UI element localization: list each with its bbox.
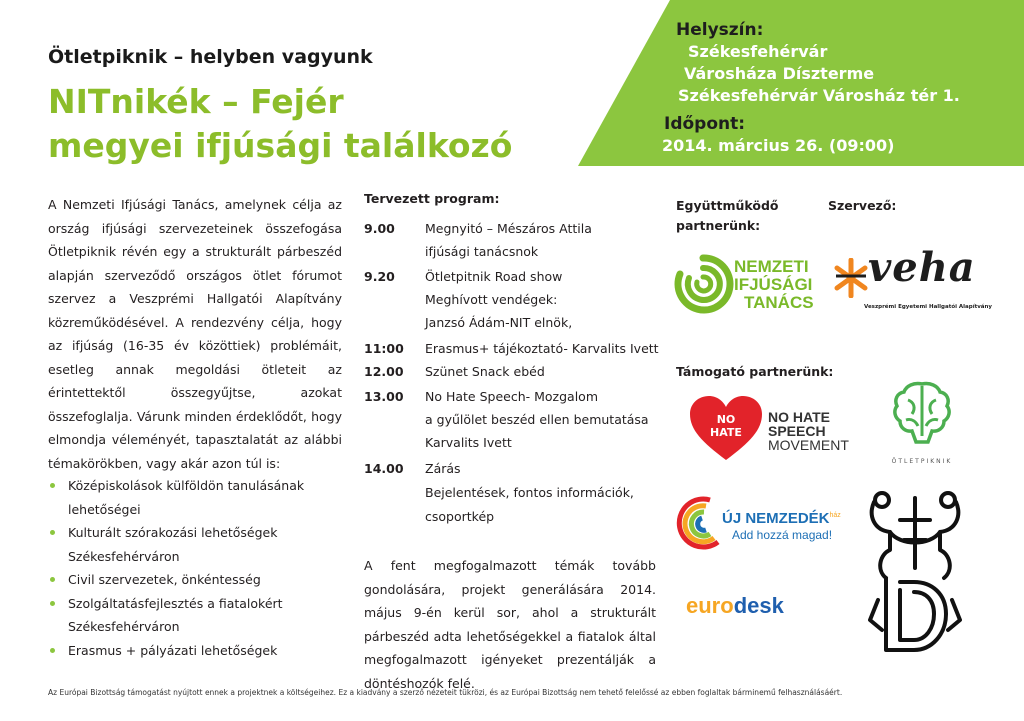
program-text: Erasmus+ tájékoztató- Karvalits Ivett xyxy=(425,341,659,356)
nohate-line-1: NO HATE xyxy=(768,409,830,425)
ujnemzedek-logo xyxy=(676,492,846,558)
ujnemzedek-slogan: Add hozzá magad! xyxy=(732,528,833,542)
topic-item: Szolgáltatásfejlesztés a fiatalokért Székesfehérváron xyxy=(48,592,348,639)
nohate-logo xyxy=(690,394,860,466)
program-text: Bejelentések, fontos információk, xyxy=(425,485,634,500)
program-time: 12.00 xyxy=(364,364,404,379)
veha-star-icon xyxy=(834,258,868,298)
ujnemzedek-sup: ház xyxy=(829,512,841,519)
city-crest-icon xyxy=(860,490,970,660)
venue-label: Helyszín: xyxy=(676,20,764,40)
nit-logo-line-3: TANÁCS xyxy=(744,293,814,312)
topic-item: Kulturált szórakozási lehetőségek Székesfehérváron xyxy=(48,521,348,568)
program-title: Tervezett program: xyxy=(364,191,500,206)
topic-item: Civil szervezetek, önkéntesség xyxy=(48,568,348,592)
page-subtitle: megyei ifjúsági találkozó xyxy=(48,126,513,165)
program-text: No Hate Speech- Mozgalom xyxy=(425,389,599,404)
program-text: a gyűlölet beszéd ellen bemutatása xyxy=(425,412,649,427)
footer-disclaimer: Az Európai Bizottság támogatást nyújtott ennek a projektnek a költségeihez. Ez a kiadvány a szerző nézeteit tükrözi, és az Európai Bizottság nem tehető felelőssé az ebben foglaltak bárminemű felhasználásáért. xyxy=(48,688,843,697)
intro-paragraph: A Nemzeti Ifjúsági Tanács, amelynek célja az ország ifjúsági szervezeteinek összefogása Ötletpiknik révén egy a strukturált párbeszéd alapján szerveződő országos ötlet fórumot szervez a Veszprémi Hallgatói Alapítvány közreműködésével. A rendezvény célja, hogy az ifjúság (16-35 év közöttiek) problémáit, esetleg annak megoldási ötleteit az érintettektől összegyűjtse, azokat összefoglalja. Várunk minden érdeklődőt, hogy elmondja véleményét, tapasztalatát az alábbi témakörökben, vagy akár azon túl is: xyxy=(48,197,342,471)
program-time: 9.00 xyxy=(364,221,395,236)
support-label: Támogató partnerünk: xyxy=(676,364,834,379)
program-time: 13.00 xyxy=(364,389,404,404)
topic-item: Erasmus + pályázati lehetőségek xyxy=(48,639,348,663)
nit-logo-line-2: IFJÚSÁGI xyxy=(734,275,813,294)
program-text: Zárás xyxy=(425,461,461,476)
otletpiknik-caption: ÖTLETPIKNIK xyxy=(891,458,953,465)
pre-title: Ötletpiknik – helyben vagyunk xyxy=(48,46,373,68)
program-text: ifjúsági tanácsnok xyxy=(425,244,539,259)
veha-logo xyxy=(834,242,993,322)
nit-logo-line-1: NEMZETI xyxy=(734,257,809,276)
date-value: 2014. március 26. (09:00) xyxy=(662,136,895,155)
coop-label: Együttműködő xyxy=(676,198,779,213)
otletpiknik-logo xyxy=(882,378,962,474)
organizer-label: Szervező: xyxy=(828,198,897,213)
program-text: Szünet Snack ebéd xyxy=(425,364,545,379)
heart-text-1: NO xyxy=(716,413,736,426)
nohate-line-3: MOVEMENT xyxy=(768,437,849,453)
eurodesk-part-2: desk xyxy=(733,593,784,618)
program-text: Janzsó Ádám-NIT elnök, xyxy=(425,315,573,330)
venue-city: Székesfehérvár xyxy=(688,42,828,61)
nit-spiral-icon xyxy=(672,252,734,318)
program-time: 11:00 xyxy=(364,341,404,356)
program-text: Karvalits Ivett xyxy=(425,435,512,450)
page-title: NITnikék – Fejér xyxy=(48,82,344,121)
outro-paragraph: A fent megfogalmazott témák tovább gondolására, projekt generálására 2014. május 9-én kerül sor, ahol a strukturált párbeszéd adta lehetőségekkel a fiatalok által megfogalmazott igényeket prezentálják a döntéshozók felé. xyxy=(364,558,656,691)
topic-list xyxy=(48,474,348,662)
venue-hall: Városháza Díszterme xyxy=(684,64,875,83)
brain-icon xyxy=(892,380,952,444)
program-text: Ötletpitnik Road show xyxy=(425,269,563,284)
program-text: csoportkép xyxy=(425,509,495,524)
nit-logo xyxy=(672,250,822,320)
topic-item: Középiskolások külföldön tanulásának lehetőségei xyxy=(48,474,348,521)
eurodesk-logo xyxy=(686,593,846,623)
nohate-line-2: SPEECH xyxy=(768,423,826,439)
rainbow-circle-icon xyxy=(676,494,726,554)
coop-label-2: partnerünk: xyxy=(676,218,761,233)
heart-text-2: HATE xyxy=(710,426,742,439)
date-label: Időpont: xyxy=(664,114,746,134)
ujnemzedek-title: ÚJ NEMZEDÉK xyxy=(722,510,830,527)
veha-tagline: Veszprémi Egyetemi Hallgatói Alapítvány xyxy=(864,304,993,310)
program-text: Meghívott vendégek: xyxy=(425,292,558,307)
veha-wordmark: veha xyxy=(868,244,976,291)
program-text: Megnyitó – Mészáros Attila xyxy=(425,221,592,236)
venue-address: Székesfehérvár Városház tér 1. xyxy=(678,86,960,105)
eurodesk-part-1: euro xyxy=(686,593,734,618)
program-time: 9.20 xyxy=(364,269,395,284)
program-time: 14.00 xyxy=(364,461,404,476)
